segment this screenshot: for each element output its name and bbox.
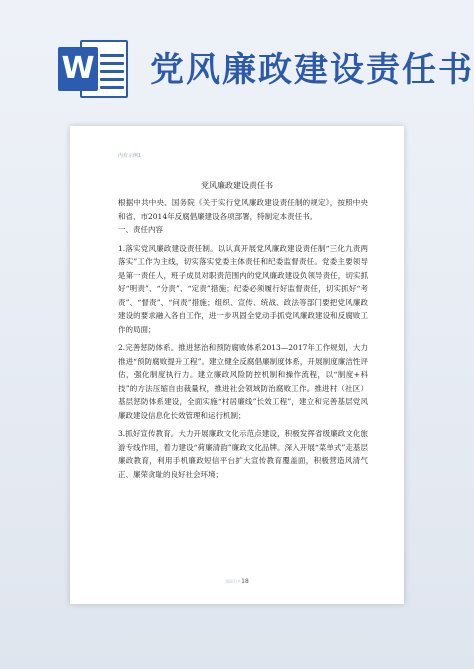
paragraph-item-1: 1.落实党风廉政建设责任制。以认真开展党风廉政建设责任制“三化九责两落实”工作为主线，切实落实党委主体责任和纪委监督责任。党委主要领导是第一责任人，班子成员对职责范围内的党风廉政建设负领导责任，切实抓好“明责”、“分责”、“定责”措施；纪委必须履行好监督责任，切实抓好“考责”、“督责”、“问责”措施；组织、宣传、统战、政法等部门要把党风廉政建设的要求融入各自工作，进一步巩固全党动手抓党风廉政建设和反腐败工作的局面； [118,243,368,334]
section-heading: 一、责任内容 [118,225,163,234]
paragraph-intro: 根据中共中央、国务院《关于实行党风廉政建设责任制的规定》，按照中央和省、市2014年反腐倡廉建设各项部署，特制定本责任书。 [118,198,368,221]
document-page [70,126,404,604]
paragraph-item-2: 2.完善惩防体系。推进惩治和预防腐败体系2013—2017年工作规划，大力推进“预防腐败提升工程”。建立健全反腐倡廉制度体系，开展制度廉洁性评估，强化制度执行力。建立廉政风险防控机制和操作流程，以“制度+科技”的方法压缩自由裁量权，推进社会领域防治腐败工作。推进村（社区）基层惩防体系建设，全面实施“村居廉线”长效工程”，建立和完善基层党风廉政建设信息化长效管理和运行机制； [118,343,368,420]
banner-title: 党风廉政建设责任书 [150,50,474,90]
document-title: 党风廉政建设责任书 [201,181,273,190]
word-logo-letter: W [58,47,98,91]
page-number-prefix: 第8页/共 [225,579,242,584]
word-document-icon [58,40,132,98]
page-number [70,578,404,585]
document-body [118,196,368,481]
page-number-value: 18 [241,578,249,585]
paragraph-item-3: 3.抓好宣传教育。大力开展廉政文化示范点建设，积极发挥省级廉政文化旅游专线作用，着力建设“荷廉清韵”廉政文化品牌。深入开展“菜单式”走基层廉政教育，利用手机廉政短信平台扩大宣传教育覆盖面，积极营造风清气正、廉荣贪耻的良好社会环境； [118,429,368,479]
header-banner [0,0,474,110]
document-header-note: 内有示例1 [118,153,142,159]
